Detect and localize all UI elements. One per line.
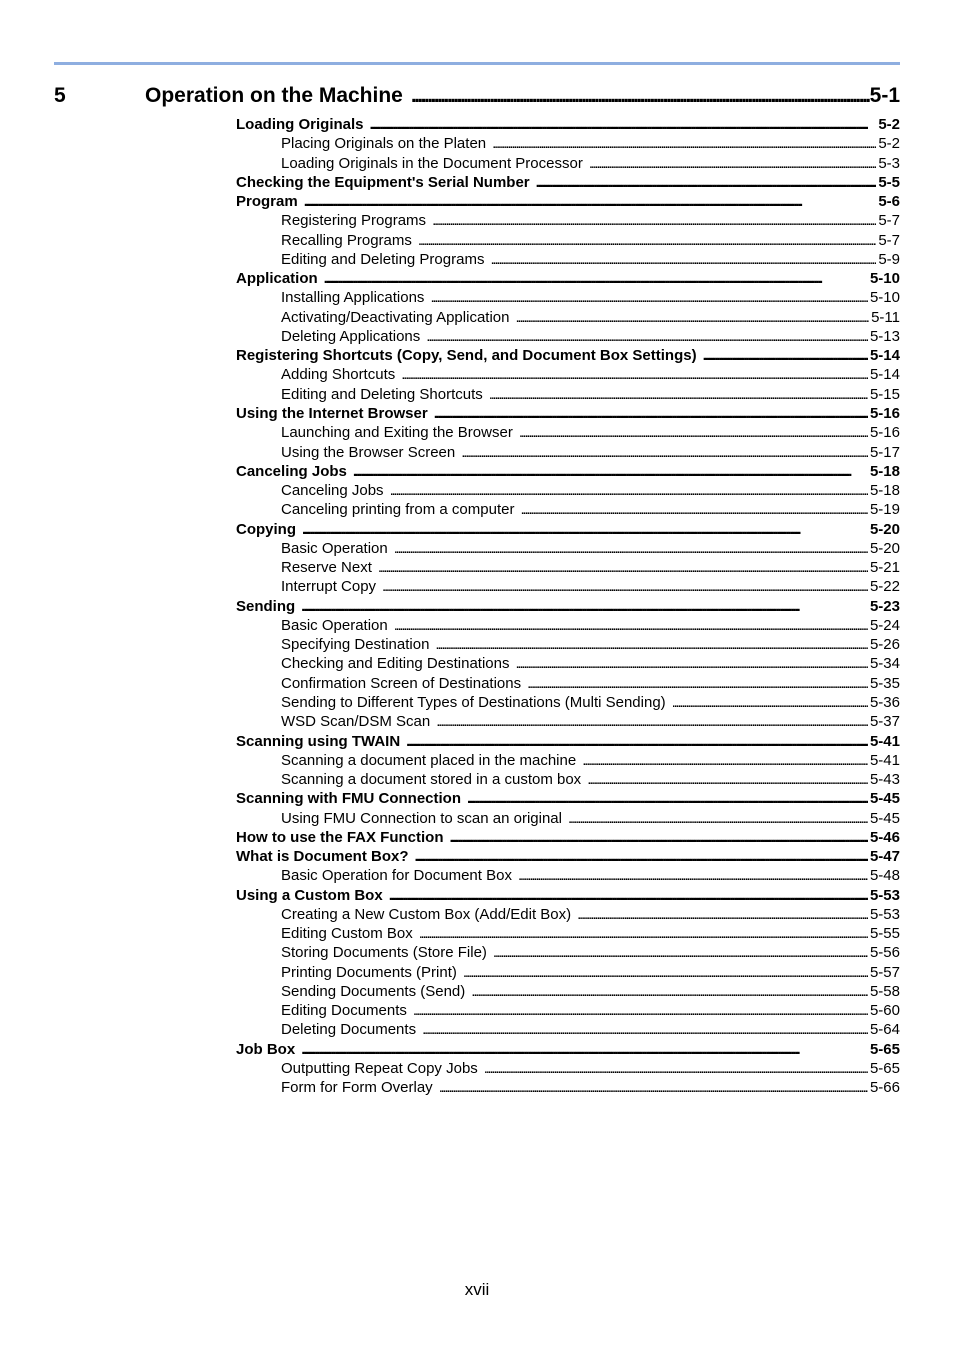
toc-entry-label: Recalling Programs [281, 231, 412, 249]
toc-entry-page: 5-46 [869, 828, 900, 846]
dot-leader [434, 404, 868, 423]
toc-entry-label: Using the Internet Browser [236, 404, 428, 422]
toc-entry-page: 5-18 [869, 482, 900, 500]
toc-entry-page: 5-66 [869, 1079, 900, 1097]
toc-entry-page: 5-64 [869, 1021, 900, 1039]
dot-leader [353, 462, 868, 481]
dot-leader [589, 154, 876, 173]
toc-subsection-entry[interactable] [236, 423, 900, 442]
toc-entry-label: Sending Documents (Send) [281, 982, 466, 1000]
toc-entry-label: Deleting Documents [281, 1021, 417, 1039]
toc-entry-label: Specifying Destination [281, 636, 430, 654]
toc-list [236, 115, 900, 1098]
toc-entry-label: Sending to Different Types of Destinations (Multi Sending) [281, 693, 666, 711]
toc-subsection-entry[interactable] [236, 250, 900, 269]
header-rule [54, 62, 900, 65]
toc-entry-page: 5-43 [869, 771, 900, 789]
dot-leader [435, 635, 868, 654]
dot-leader [394, 616, 868, 635]
dot-leader [587, 770, 868, 789]
dot-leader [520, 500, 868, 519]
toc-subsection-entry[interactable] [236, 751, 900, 770]
dot-leader [411, 84, 870, 108]
dot-leader [518, 866, 868, 885]
toc-entry-label: Scanning a document stored in a custom box [281, 771, 582, 789]
dot-leader [471, 982, 868, 1001]
toc-entry-page: 5-45 [869, 809, 900, 827]
toc-entry-page: 5-55 [869, 925, 900, 943]
toc-section-entry[interactable] [236, 346, 900, 365]
toc-subsection-entry[interactable] [236, 963, 900, 982]
chapter-number: 5 [54, 84, 66, 107]
toc-subsection-entry[interactable] [236, 481, 900, 500]
toc-entry-label: Canceling Jobs [281, 482, 384, 500]
toc-subsection-entry[interactable] [236, 231, 900, 250]
dot-leader [413, 1001, 868, 1020]
toc-entry-label: Loading Originals [236, 116, 364, 133]
toc-entry-page: 5-60 [869, 1002, 900, 1020]
toc-entry-label: Canceling Jobs [236, 462, 347, 480]
toc-subsection-entry[interactable] [236, 866, 900, 885]
toc-subsection-entry[interactable] [236, 943, 900, 962]
dot-leader [382, 577, 868, 596]
chapter-page-number[interactable]: 5-1 [869, 84, 900, 107]
toc-entry-label: Reserve Next [281, 559, 372, 577]
toc-subsection-entry[interactable] [236, 558, 900, 577]
toc-entry-page: 5-11 [871, 308, 900, 326]
toc-entry-label: Scanning using TWAIN [236, 732, 401, 750]
toc-entry-label: Using the Browser Screen [281, 443, 456, 461]
dot-leader [703, 346, 868, 365]
dot-leader [484, 1059, 868, 1078]
dot-leader [370, 115, 877, 134]
toc-section-entry[interactable] [236, 847, 900, 866]
toc-entry-page: 5-41 [869, 732, 900, 750]
toc-entry-label: Sending [236, 597, 296, 615]
toc-subsection-entry[interactable] [236, 982, 900, 1001]
dot-leader [463, 963, 868, 982]
toc-entry-page: 5-26 [869, 636, 900, 654]
toc-entry-page: 5-56 [869, 944, 900, 962]
toc-entry-page: 5-36 [869, 693, 900, 711]
toc-entry-label: Using a Custom Box [236, 886, 383, 904]
toc-entry-label: Deleting Applications [281, 327, 421, 345]
toc-section-entry[interactable] [236, 192, 900, 211]
toc-entry-label: WSD Scan/DSM Scan [281, 713, 431, 731]
toc-entry-page: 5-53 [869, 905, 900, 923]
toc-subsection-entry[interactable] [236, 154, 900, 173]
chapter-heading[interactable] [54, 84, 900, 112]
toc-entry-page: 5-10 [869, 270, 900, 288]
toc-entry-label: Scanning with FMU Connection [236, 790, 461, 808]
dot-leader [401, 365, 868, 384]
toc-subsection-entry[interactable] [236, 1001, 900, 1020]
toc-entry-label: Storing Documents (Store File) [281, 944, 487, 962]
dot-leader [467, 789, 868, 808]
toc-entry-page: 5-53 [869, 886, 900, 904]
toc-section-entry[interactable] [236, 597, 900, 616]
toc-section-entry[interactable] [236, 269, 900, 288]
toc-entry-label: Program [236, 193, 298, 211]
toc-subsection-entry[interactable] [236, 385, 900, 404]
toc-entry-label: What is Document Box? [236, 848, 409, 866]
toc-entry-page: 5-48 [869, 867, 900, 885]
toc-entry-label: Copying [236, 520, 296, 538]
toc-entry-label: Placing Originals on the Platen [281, 135, 487, 153]
toc-subsection-entry[interactable] [236, 635, 900, 654]
page-number: xvii [464, 1280, 490, 1299]
dot-leader [577, 905, 868, 924]
dot-leader [426, 327, 868, 346]
toc-entry-label: Checking the Equipment's Serial Number [236, 173, 530, 191]
toc-section-entry[interactable] [236, 1040, 900, 1059]
toc-subsection-entry[interactable] [236, 674, 900, 693]
dot-leader [378, 558, 868, 577]
dot-leader [582, 751, 868, 770]
dot-leader [422, 1020, 868, 1039]
dot-leader [672, 693, 868, 712]
toc-entry-page: 5-7 [878, 212, 900, 230]
toc-entry-page: 5-20 [869, 539, 900, 557]
toc-entry-page: 5-16 [869, 424, 900, 442]
dot-leader [450, 828, 868, 847]
toc-subsection-entry[interactable] [236, 693, 900, 712]
toc-entry-page: 5-45 [869, 790, 900, 808]
toc-entry-page: 5-23 [869, 597, 900, 615]
dot-leader [439, 1078, 868, 1097]
toc-entry-page: 5-2 [878, 135, 900, 153]
toc-entry-label: Editing and Deleting Shortcuts [281, 385, 483, 403]
toc-section-entry[interactable] [236, 173, 900, 192]
toc-entry-page: 5-10 [869, 289, 900, 307]
toc-entry-page: 5-19 [869, 501, 900, 519]
toc-section-entry[interactable] [236, 520, 900, 539]
dot-leader [419, 924, 868, 943]
toc-entry-label: Outputting Repeat Copy Jobs [281, 1060, 478, 1078]
toc-subsection-entry[interactable] [236, 365, 900, 384]
toc-subsection-entry[interactable] [236, 924, 900, 943]
toc-entry-label: Editing and Deleting Programs [281, 250, 485, 268]
toc-entry-page: 5-15 [869, 385, 900, 403]
toc-section-entry[interactable] [236, 404, 900, 423]
dot-leader [390, 481, 868, 500]
toc-subsection-entry[interactable] [236, 211, 900, 230]
toc-entry-label: Registering Shortcuts (Copy, Send, and Document Box Settings) [236, 347, 697, 365]
toc-entry-page: 5-21 [869, 559, 900, 577]
toc-subsection-entry[interactable] [236, 1020, 900, 1039]
toc-subsection-entry[interactable] [236, 539, 900, 558]
dot-leader [418, 231, 876, 250]
dot-leader [489, 385, 868, 404]
toc-entry-page: 5-20 [869, 520, 900, 538]
toc-entry-page: 5-57 [869, 963, 900, 981]
dot-leader [536, 173, 877, 192]
toc-section-entry[interactable] [236, 462, 900, 481]
toc-subsection-entry[interactable] [236, 770, 900, 789]
toc-subsection-entry[interactable] [236, 288, 900, 307]
toc-entry-page: 5-47 [869, 848, 900, 866]
toc-subsection-entry[interactable] [236, 308, 900, 327]
toc-entry-label: Interrupt Copy [281, 578, 377, 596]
dot-leader [302, 520, 868, 539]
dot-leader [527, 674, 868, 693]
toc-section-entry[interactable] [236, 789, 900, 808]
toc-entry-label: Using FMU Connection to scan an original [281, 809, 562, 827]
dot-leader [492, 134, 876, 153]
dot-leader [515, 308, 869, 327]
toc-entry-label: Job Box [236, 1040, 296, 1058]
dot-leader [430, 288, 868, 307]
toc-entry-label: Editing Documents [281, 1002, 407, 1020]
toc-section-entry[interactable] [236, 115, 900, 134]
toc-entry-page: 5-41 [869, 751, 900, 769]
toc-entry-label: Checking and Editing Destinations [281, 655, 510, 673]
dot-leader [519, 423, 868, 442]
toc-subsection-entry[interactable] [236, 443, 900, 462]
toc-entry-label: Loading Originals in the Document Processor [281, 154, 583, 172]
dot-leader [304, 192, 877, 211]
toc-subsection-entry[interactable] [236, 616, 900, 635]
toc-subsection-entry[interactable] [236, 577, 900, 596]
toc-entry-page: 5-14 [869, 366, 900, 384]
toc-entry-page: 5-17 [869, 443, 900, 461]
toc-subsection-entry[interactable] [236, 712, 900, 731]
dot-leader [301, 1040, 868, 1059]
toc-section-entry[interactable] [236, 828, 900, 847]
toc-entry-label: Application [236, 270, 318, 288]
dot-leader [301, 597, 868, 616]
dot-leader [432, 211, 876, 230]
toc-subsection-entry[interactable] [236, 1059, 900, 1078]
toc-entry-page: 5-58 [869, 982, 900, 1000]
toc-entry-page: 5-18 [869, 462, 900, 480]
toc-entry-page: 5-13 [869, 327, 900, 345]
dot-leader [436, 712, 868, 731]
toc-entry-page: 5-6 [878, 193, 900, 211]
dot-leader [490, 250, 876, 269]
toc-subsection-entry[interactable] [236, 134, 900, 153]
toc-entry-label: Adding Shortcuts [281, 366, 396, 384]
toc-entry-label: Printing Documents (Print) [281, 963, 457, 981]
toc-entry-page: 5-65 [869, 1040, 900, 1058]
toc-entry-label: Editing Custom Box [281, 925, 413, 943]
dot-leader [515, 654, 867, 673]
toc-entry-label: Creating a New Custom Box (Add/Edit Box) [281, 905, 572, 923]
toc-entry-label: Basic Operation [281, 539, 388, 557]
toc-entry-label: How to use the FAX Function [236, 828, 444, 846]
dot-leader [568, 809, 868, 828]
toc-entry-label: Installing Applications [281, 289, 425, 307]
toc-entry-page: 5-9 [878, 250, 900, 268]
dot-leader [493, 943, 868, 962]
toc-entry-label: Activating/Deactivating Application [281, 308, 510, 326]
toc-entry-page: 5-34 [869, 655, 900, 673]
toc-subsection-entry[interactable] [236, 500, 900, 519]
chapter-title[interactable]: Operation on the Machine [145, 84, 411, 108]
toc-subsection-entry[interactable] [236, 905, 900, 924]
toc-subsection-entry[interactable] [236, 809, 900, 828]
toc-entry-label: Form for Form Overlay [281, 1079, 433, 1097]
toc-section-entry[interactable] [236, 886, 900, 905]
toc-entry-page: 5-3 [878, 154, 900, 172]
dot-leader [324, 269, 868, 288]
toc-entry-page: 5-2 [878, 116, 900, 133]
toc-entry-page: 5-22 [869, 578, 900, 596]
dot-leader [415, 847, 868, 866]
toc-entry-page: 5-5 [878, 173, 900, 191]
dot-leader [406, 732, 868, 751]
toc-entry-page: 5-65 [869, 1060, 900, 1078]
toc-entry-page: 5-14 [869, 347, 900, 365]
toc-entry-page: 5-16 [869, 404, 900, 422]
toc-entry-page: 5-35 [869, 674, 900, 692]
toc-entry-label: Launching and Exiting the Browser [281, 424, 513, 442]
toc-entry-label: Basic Operation for Document Box [281, 867, 512, 885]
dot-leader [394, 539, 868, 558]
toc-subsection-entry[interactable] [236, 327, 900, 346]
toc-entry-label: Canceling printing from a computer [281, 501, 515, 519]
toc-subsection-entry[interactable] [236, 654, 900, 673]
toc-entry-label: Scanning a document placed in the machine [281, 751, 577, 769]
toc-entry-label: Basic Operation [281, 616, 388, 634]
toc-entry-page: 5-7 [878, 231, 900, 249]
toc-entry-page: 5-24 [869, 616, 900, 634]
toc-subsection-entry[interactable] [236, 1078, 900, 1097]
toc-section-entry[interactable] [236, 732, 900, 751]
toc-entry-page: 5-37 [869, 713, 900, 731]
dot-leader [389, 886, 868, 905]
toc-entry-label: Confirmation Screen of Destinations [281, 674, 522, 692]
dot-leader [461, 443, 868, 462]
toc-entry-label: Registering Programs [281, 212, 427, 230]
